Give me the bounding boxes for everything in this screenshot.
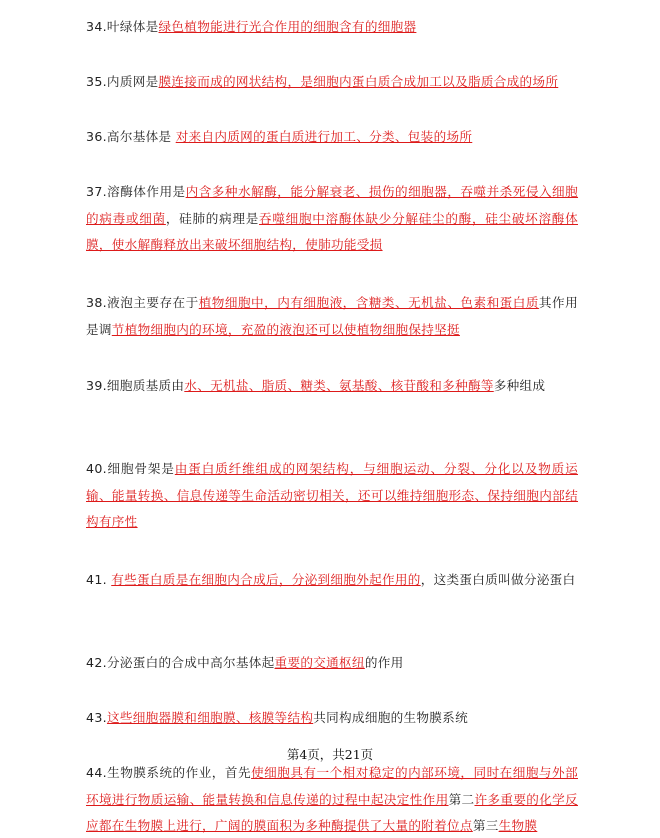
item-39: 39.细胞质基质由水、无机盐、脂质、糖类、氨基酸、核苷酸和多种酶等多种组成 — [86, 378, 546, 393]
answer-text: 绿色植物能进行光合作用的细胞含有的细胞器 — [158, 19, 417, 34]
item-44: 44.生物膜系统的作业，首先使细胞具有一个相对稳定的内部环境，同时在细胞与外部环境进行物质运输、能量转换和信息传递的过程中起决定性作用第二许多重要的化学反应都在生物膜上进行，广阔的膜面积为多种酶提供了大量的附着位点第三生物膜 — [86, 765, 578, 833]
answer-text: 水、无机盐、脂质、糖类、氨基酸、核苷酸和多种酶等 — [184, 378, 494, 393]
item-34: 34.叶绿体是绿色植物能进行光合作用的细胞含有的细胞器 — [86, 19, 417, 34]
answer-text: 对来自内质网的蛋白质进行加工、分类、包装的场所 — [175, 129, 473, 144]
answer-text: 吞噬细胞中溶酶体缺少分解硅尘的酶，硅尘破坏溶酶体膜，使水解酶释放出来破坏细胞结构，使肺功能受损 — [86, 210, 578, 252]
item-37: 37.溶酶体作用是内含多种水解酶，能分解衰老、损伤的细胞器，吞噬并杀死侵入细胞的病毒或细菌，硅肺的病理是吞噬细胞中溶酶体缺少分解硅尘的酶，硅尘破坏溶酶体膜，使水解酶释放出来破坏细胞结构，使肺功能受损 — [86, 184, 579, 252]
answer-text: 膜连接而成的网状结构，是细胞内蛋白质合成加工以及脂质合成的场所 — [158, 74, 559, 89]
answer-text: 节植物细胞内的环境，充盈的液泡还可以使植物细胞保持坚挺 — [111, 321, 460, 337]
answer-text: 这些细胞器膜和细胞膜、核膜等结构 — [106, 710, 314, 725]
answer-text: 许多重要的化学反应都在生物膜上进行，广阔的膜面积为多种酶提供了大量的附着位点 — [86, 791, 578, 833]
item-35: 35.内质网是膜连接而成的网状结构，是细胞内蛋白质合成加工以及脂质合成的场所 — [86, 74, 559, 89]
answer-text: 植物细胞中，内有细胞液，含糖类、无机盐、色素和蛋白质 — [198, 295, 539, 310]
item-41: 41. 有些蛋白质是在细胞内合成后，分泌到细胞外起作用的，这类蛋白质叫做分泌蛋白 — [86, 572, 576, 587]
answer-text: 重要的交通枢纽 — [274, 655, 365, 670]
item-38: 38.液泡主要存在于植物细胞中，内有细胞液，含糖类、无机盐、色素和蛋白质其作用是调节植物细胞内的环境，充盈的液泡还可以使植物细胞保持坚挺 — [86, 295, 578, 337]
answer-text: 内含多种水解酶，能分解衰老、损伤的细胞器，吞噬并杀死侵入细胞的病毒或细菌 — [86, 184, 579, 226]
item-40: 40.细胞骨架是由蛋白质纤维组成的网架结构，与细胞运动、分裂、分化以及物质运输、能量转换、信息传递等生命活动密切相关，还可以维持细胞形态、保持细胞内部结构有序性 — [86, 461, 578, 529]
answer-text: 使细胞具有一个相对稳定的内部环境，同时在细胞与外部环境进行物质运输、能量转换和信息传递的过程中起决定性作用 — [86, 765, 578, 807]
item-42: 42.分泌蛋白的合成中高尔基体起重要的交通枢纽的作用 — [86, 655, 404, 670]
answer-text: 生物膜 — [498, 818, 538, 833]
page-number-footer: 第4页，共21页 — [286, 747, 374, 762]
answer-text: 由蛋白质纤维组成的网架结构，与细胞运动、分裂、分化以及物质运输、能量转换、信息传递等生命活动密切相关，还可以维持细胞形态、保持细胞内部结构有序性 — [86, 461, 578, 529]
answer-text: 有些蛋白质是在细胞内合成后，分泌到细胞外起作用的 — [111, 572, 421, 587]
item-43: 43.这些细胞器膜和细胞膜、核膜等结构共同构成细胞的生物膜系统 — [86, 710, 468, 725]
item-36: 36.高尔基体是 对来自内质网的蛋白质进行加工、分类、包装的场所 — [86, 129, 473, 144]
